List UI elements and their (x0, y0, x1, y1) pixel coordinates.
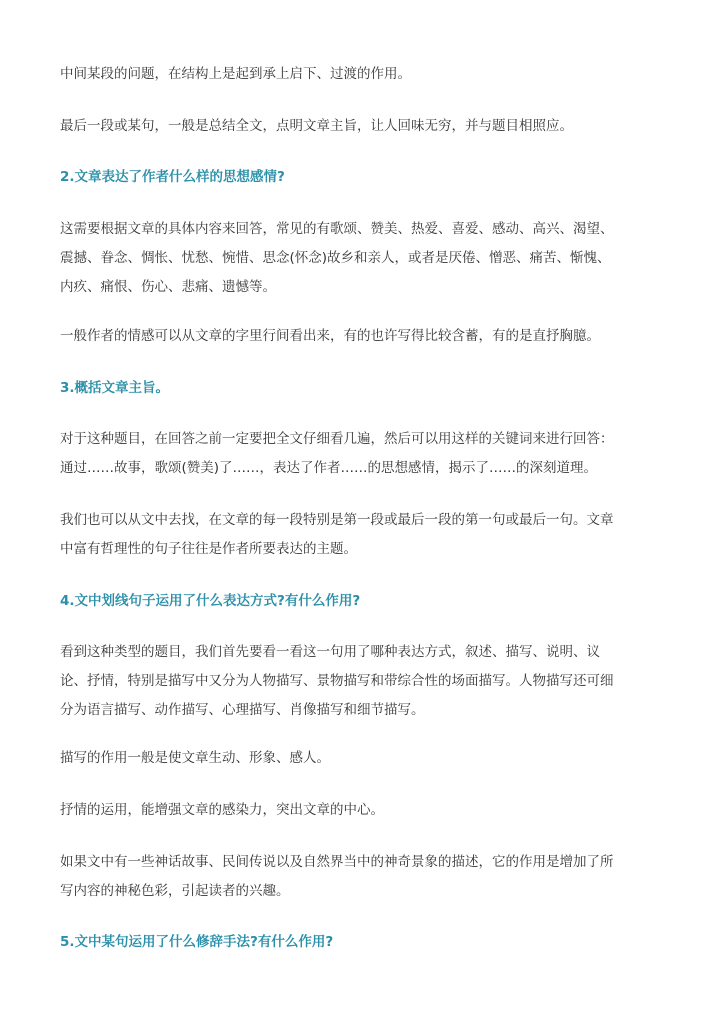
paragraph-transition: 中间某段的问题，在结构上是起到承上启下、过渡的作用。 (60, 66, 411, 82)
heading-question-2: 2.文章表达了作者什么样的思想感情? (60, 169, 285, 185)
paragraph-theme-search: 我们也可以从文中去找，在文章的每一段特别是第一段或最后一段的第一句或最后一句。文章 中富有哲理性的句子往往是作者所要表达的主题。 (60, 512, 614, 557)
paragraph-ending: 最后一段或某句，一般是总结全文，点明文章主旨，让人回味无穷，并与题目相照应。 (60, 118, 573, 134)
paragraph-description-effect: 描写的作用一般是使文章生动、形象、感人。 (60, 750, 330, 766)
paragraph-emotions-reading: 一般作者的情感可以从文章的字里行间看出来，有的也许写得比较含蓄，有的是直抒胸臆。 (60, 328, 600, 344)
heading-question-3: 3.概括文章主旨。 (60, 380, 170, 396)
paragraph-lyric-effect: 抒情的运用，能增强文章的感染力，突出文章的中心。 (60, 802, 384, 818)
heading-question-5: 5.文中某句运用了什么修辞手法?有什么作用? (60, 934, 334, 950)
paragraph-theme-method: 对于这种题目，在回答之前一定要把全文仔细看几遍，然后可以用这样的关键词来进行回答： 通过……故事，歌颂(赞美)了……，表达了作者……的思想感情，揭示了……的深刻道理。 (60, 431, 614, 476)
heading-question-4: 4.文中划线句子运用了什么表达方式?有什么作用? (60, 593, 361, 609)
paragraph-expression-modes: 看到这种类型的题目，我们首先要看一看这一句用了哪种表达方式，叙述、描写、说明、议 论、抒情，特别是描写中又分为人物描写、景物描写和带综合性的场面描写。人物描写还可细 分为语言描写、动作描写、心理描写、肖像描写和细节描写。 (60, 644, 614, 718)
paragraph-emotions-list: 这需要根据文章的具体内容来回答，常见的有歌颂、赞美、热爱、喜爱、感动、高兴、渴望、 震撼、眷念、惆怅、忧愁、惋惜、思念(怀念)故乡和亲人，或者是厌倦、憎恶、痛苦、惭愧、 内疚、痛恨、伤心、悲痛、遗憾等。 (60, 221, 614, 295)
paragraph-myth-effect: 如果文中有一些神话故事、民间传说以及自然界当中的神奇景象的描述，它的作用是增加了所 写内容的神秘色彩，引起读者的兴趣。 (60, 854, 614, 899)
